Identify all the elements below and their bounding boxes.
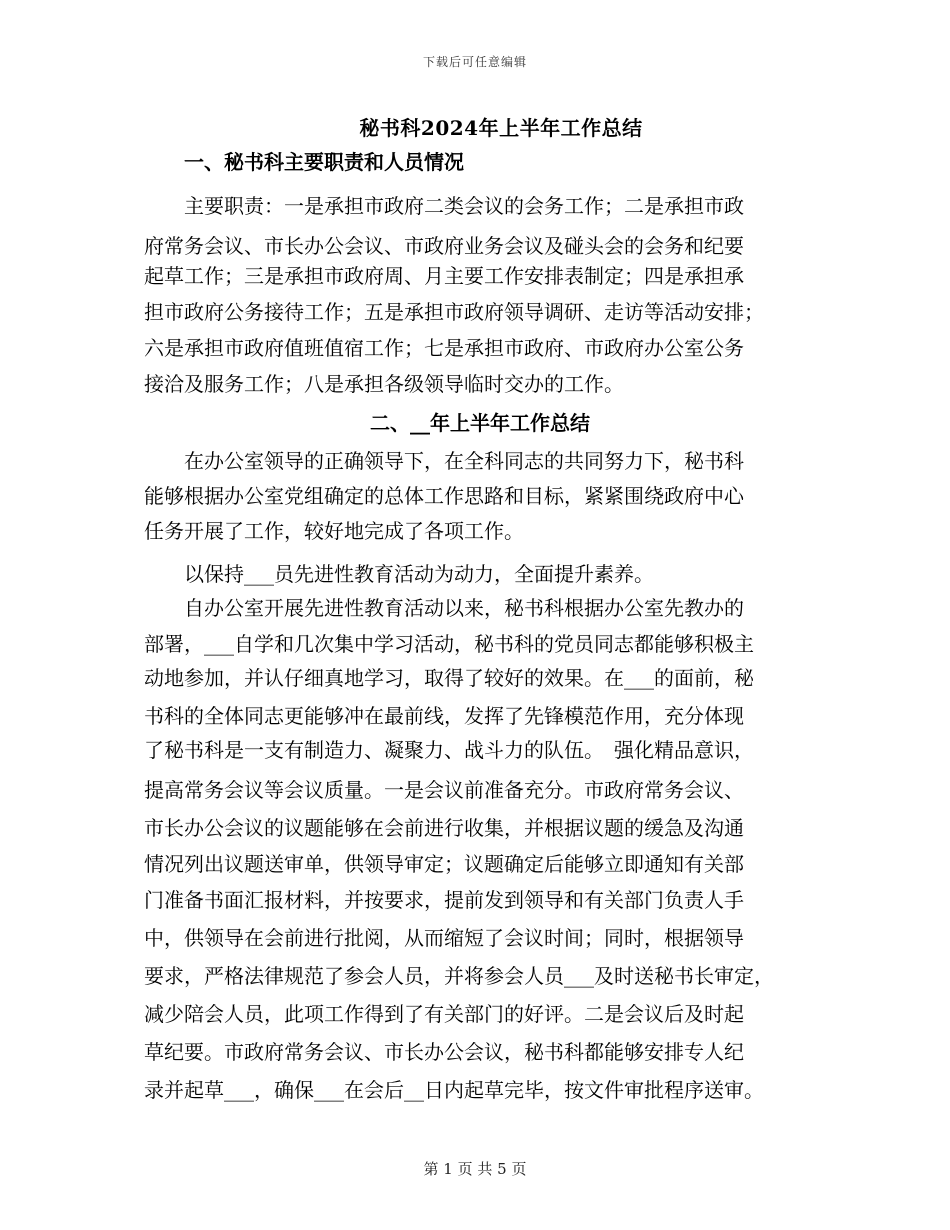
section2-line-11: 市长办公会议的议题能够在会前进行收集，并根据议题的缓急及沟通 [144, 816, 744, 840]
page-footer: 第 1 页 共 5 页 [423, 1160, 527, 1178]
section2-line-4: 以保持___员先进性教育活动为动力，全面提升素养。 [144, 562, 654, 586]
section2-line-2: 能够根据办公室党组确定的总体工作思路和目标，紧紧围绕政府中心 [144, 484, 744, 508]
section2-heading: 二、__年上半年工作总结 [370, 411, 590, 435]
section2-line-18: 录并起草___，确保___在会后__日内起草完毕，按文件审批程序送审。 [144, 1078, 764, 1102]
section2-line-10: 提高常务会议等会议质量。一是会议前准备充分。市政府常务会议、 [144, 778, 744, 802]
section2-line-3: 任务开展了工作，较好地完成了各项工作。 [144, 519, 524, 543]
section2-line-9: 了秘书科是一支有制造力、凝聚力、战斗力的队伍。 强化精品意识， [144, 738, 754, 762]
section1-line-3: 起草工作；三是承担市政府周、月主要工作安排表制定；四是承担承 [144, 264, 744, 288]
header-note: 下载后可任意编辑 [422, 55, 527, 69]
section1-line-1: 主要职责：一是承担市政府二类会议的会务工作；二是承担市政 [144, 194, 744, 218]
section1-heading: 一、秘书科主要职责和人员情况 [184, 150, 464, 174]
section1-line-5: 六是承担市政府值班值宿工作；七是承担市政府、市政府办公室公务 [144, 336, 744, 360]
section2-line-6: 部署，___自学和几次集中学习活动，秘书科的党员同志都能够积极主 [144, 632, 754, 656]
section2-line-15: 要求，严格法律规范了参会人员，并将参会人员___及时送秘书长审定， [144, 964, 774, 988]
section2-line-12: 情况列出议题送审单，供领导审定；议题确定后能够立即通知有关部 [144, 852, 744, 876]
section2-line-1: 在办公室领导的正确领导下，在全科同志的共同努力下，秘书科 [144, 449, 744, 473]
section2-line-7: 动地参加，并认仔细真地学习，取得了较好的效果。在___的面前，秘 [144, 666, 754, 690]
section1-line-6: 接洽及服务工作；八是承担各级领导临时交办的工作。 [144, 372, 624, 396]
section1-line-2: 府常务会议、市长办公会议、市政府业务会议及碰头会的会务和纪要 [144, 234, 744, 258]
section2-line-8: 书科的全体同志更能够冲在最前线，发挥了先锋模范作用，充分体现 [144, 704, 744, 728]
section2-line-13: 门准备书面汇报材料，并按要求，提前发到领导和有关部门负责人手 [144, 888, 744, 912]
section2-line-5: 自办公室开展先进性教育活动以来，秘书科根据办公室先教办的 [144, 596, 744, 620]
section2-line-17: 草纪要。市政府常务会议、市长办公会议，秘书科都能够安排专人纪 [144, 1040, 744, 1064]
section1-line-4: 担市政府公务接待工作；五是承担市政府领导调研、走访等活动安排； [144, 300, 764, 324]
section2-line-16: 减少陪会人员，此项工作得到了有关部门的好评。二是会议后及时起 [144, 1002, 744, 1026]
document-title: 秘书科2024年上半年工作总结 [359, 116, 643, 140]
section2-line-14: 中，供领导在会前进行批阅，从而缩短了会议时间；同时，根据领导 [144, 926, 744, 950]
